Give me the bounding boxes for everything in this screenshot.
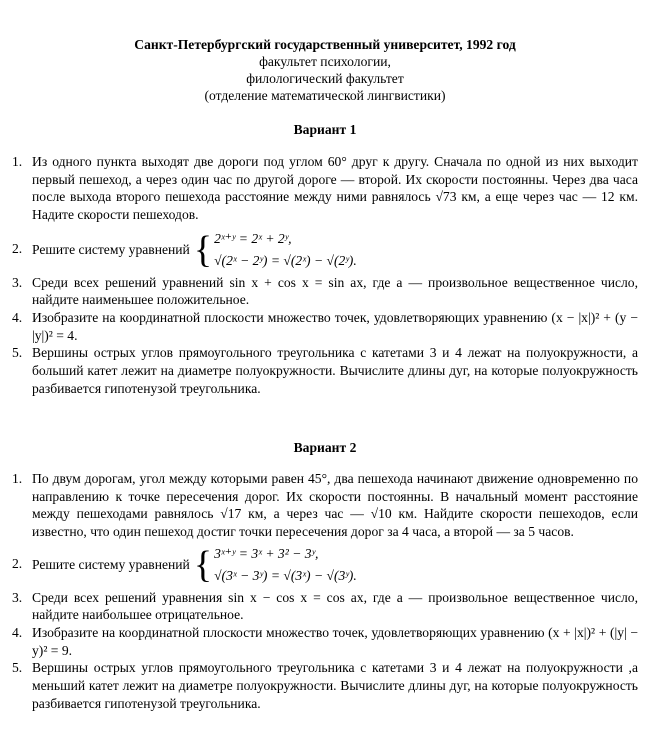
faculty-line-2: филологический факультет — [246, 71, 404, 86]
department-line: (отделение математической лингвистики) — [204, 88, 446, 103]
problem-number: 1. — [12, 154, 23, 169]
problem-1-4 — [0, 309, 650, 344]
problem-number: 3. — [12, 589, 23, 605]
brace-icon: { — [193, 228, 213, 271]
university-title: Санкт-Петербургский государственный университет, 1992 год — [134, 37, 516, 52]
problem-number: 3. — [12, 274, 23, 290]
problem-2-4 — [0, 624, 650, 659]
system-equation-1: 2ˣ⁺ʸ = 2ˣ + 2ʸ, — [214, 230, 292, 246]
system-equation-2: √(2ˣ − 2ʸ) = √(2ˣ) − √(2ʸ). — [214, 252, 357, 268]
problem-text: По двум дорогам, угол между которыми равен 45°, два пешехода начинают движение одновременно по направлению к точке пересечения дорог. Их скорости постоянны. В начальный момент расстояние между пешеходами равнялось √17 км, а через час — √10 км. Найдите скорости пешеходов, если известно, что один пешеход достиг точки пересечения дорог за 4 часа, а второй — за 5 часов. — [32, 471, 638, 540]
problem-1-3 — [0, 274, 650, 309]
problem-1-1 — [0, 153, 650, 224]
equation-system — [32, 543, 638, 587]
problem-number: 2. — [12, 555, 23, 571]
system-equation-1: 3ˣ⁺ʸ = 3ˣ + 3² − 3ʸ, — [214, 545, 319, 561]
problem-text: Изобразите на координатной плоскости множество точек, удовлетворяющих уравнению (x + |x|)² + (|y| − y)² = 9. — [32, 625, 638, 658]
problem-number: 5. — [12, 660, 23, 676]
variant-2-problems — [0, 470, 650, 712]
problem-text: Вершины острых углов прямоугольного треугольника с катетами 3 и 4 лежат на полуокружности ,а меньший катет лежит на диаметре полуокружности. Вычислите длины дуг, на которые полуокружность разбивается гипотенузой треугольника. — [32, 660, 638, 711]
equation-system — [32, 228, 638, 272]
problem-number: 1. — [12, 471, 23, 486]
problem-number: 4. — [12, 310, 23, 326]
problem-text: Изобразите на координатной плоскости множество точек, удовлетворяющих уравнению (x − |x|)² + (y − |y|)² = 4. — [32, 310, 638, 343]
system-equation-2: √(3ˣ − 3ʸ) = √(3ˣ) − √(3ʸ). — [214, 567, 357, 583]
problem-2-5 — [0, 659, 650, 712]
problem-text: Среди всех решений уравнений sin x + cos x = sin ax, где a — произвольное вещественное число, найдите наименьшее положительное. — [32, 274, 638, 308]
variant-1-title: Вариант 1 — [293, 122, 357, 137]
problem-number: 5. — [12, 345, 23, 361]
problem-2-1 — [0, 470, 650, 541]
problem-2-2 — [0, 543, 650, 587]
problem-number: 2. — [12, 240, 23, 256]
problem-text: Вершины острых углов прямоугольного треугольника с катетами 3 и 4 лежат на полуокружности, а больший катет лежит на диаметре полуокружности. Вычислите длины дуг, на которые полуокружность разбивается гипотенузой треугольника. — [32, 345, 638, 396]
problem-2-3 — [0, 589, 650, 624]
brace-icon: { — [193, 543, 213, 586]
faculty-line-1: факультет психологии, — [259, 54, 391, 69]
variant-2-title: Вариант 2 — [293, 440, 357, 455]
problem-text: Среди всех решений уравнения sin x − cos x = cos ax, где a — произвольное вещественное число, найдите наибольшее отрицательное. — [32, 589, 638, 623]
problem-text: Из одного пункта выходят две дороги под углом 60° друг к другу. Сначала по одной из них выходит первый пешеход, а через один час по другой дороге — второй. Их скорости постоянны. Через два часа после выхода второго пешехода расстояние между ними равнялось √73 км, а еще через час — 12 км. Надите скорости пешеходов. — [32, 154, 638, 223]
problem-number: 4. — [12, 625, 23, 641]
problem-1-5 — [0, 344, 650, 397]
document-header — [0, 36, 650, 104]
system-label: Решите систему уравнений — [32, 241, 190, 257]
variant-1-problems — [0, 153, 650, 397]
system-label: Решите систему уравнений — [32, 556, 190, 572]
problem-1-2 — [0, 228, 650, 272]
